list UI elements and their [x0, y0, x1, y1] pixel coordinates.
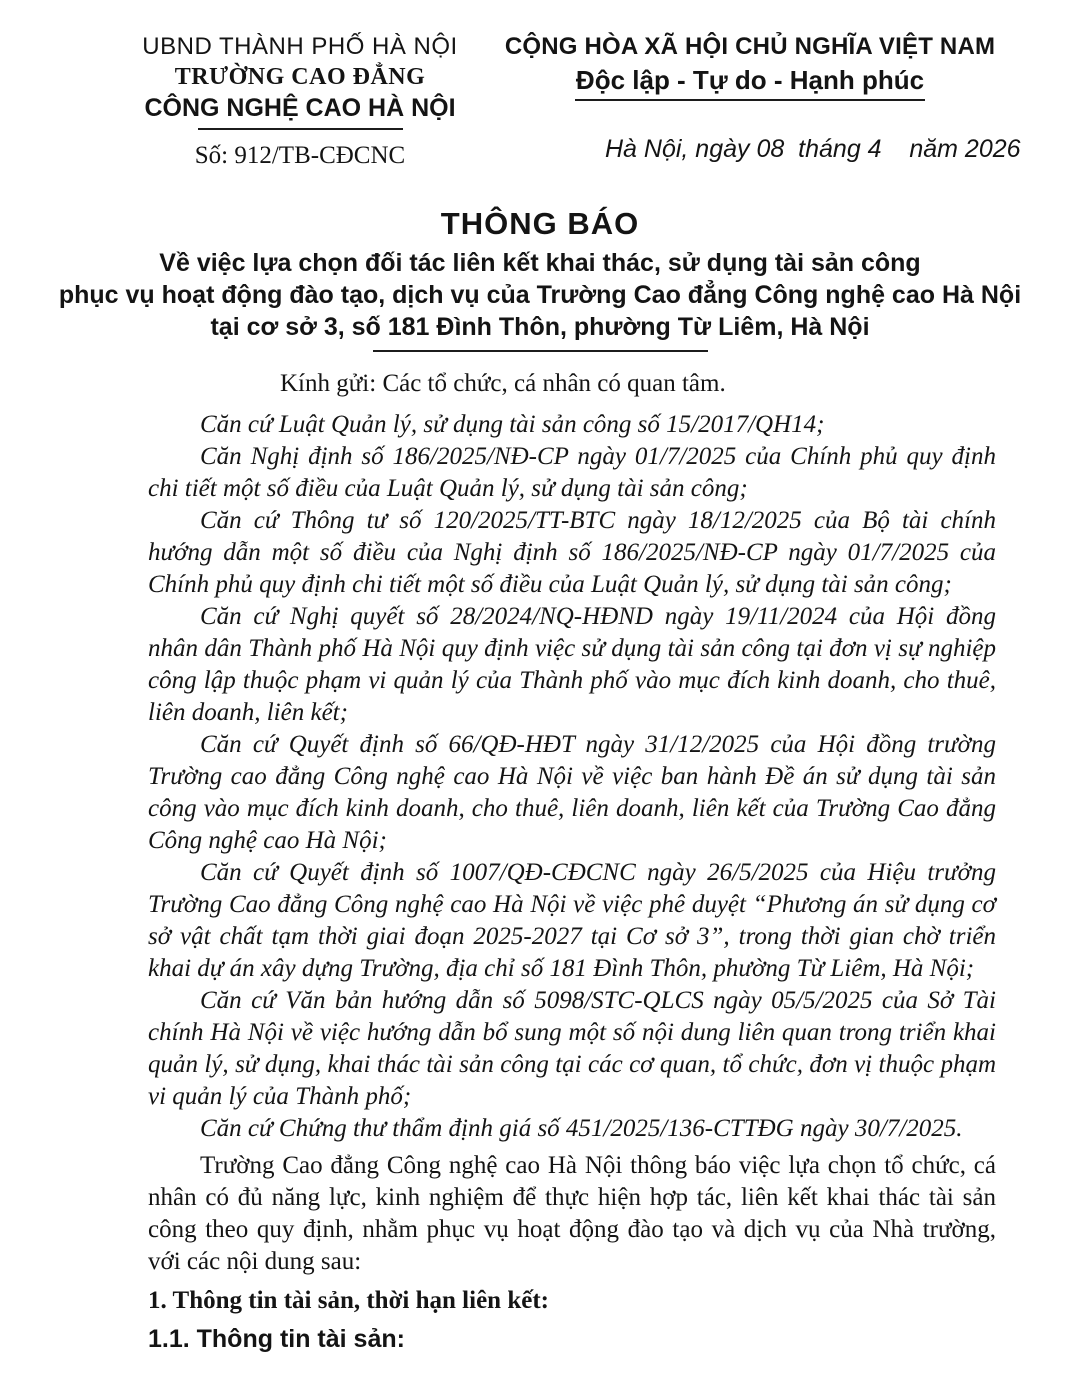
title-block — [0, 207, 1080, 352]
salutation: Kính gửi: Các tổ chức, cá nhân có quan tâm. — [280, 370, 726, 397]
subtitle-line-3: tại cơ sở 3, số 181 Đình Thôn, phường Từ Liêm, Hà Nội — [210, 313, 870, 341]
legal-basis-paragraph: Căn cứ Quyết định số 1007/QĐ-CĐCNC ngày 26/5/2025 của Hiệu trưởng Trường Cao đẳng Công nghệ cao Hà Nội về việc phê duyệt “Phương án sử dụng cơ sở vật chất tạm thời giai đoạn 2025-2027 tại Cơ sở 3”, trong thời gian chờ triển khai dự án xây dựng Trường, địa chỉ số 181 Đình Thôn, phường Từ Liêm, Hà Nội; — [148, 859, 996, 982]
issuer-name-line-2: CÔNG NGHỆ CAO HÀ NỘI — [144, 94, 456, 122]
country-name: CỘNG HÒA XÃ HỘI CHỦ NGHĨA VIỆT NAM — [504, 33, 996, 60]
legal-basis-paragraph: Căn cứ Luật Quản lý, sử dụng tài sản công số 15/2017/QH14; — [200, 411, 825, 438]
document-number: Số: 912/TB-CĐCNC — [194, 142, 406, 169]
legal-basis-paragraph: Căn cứ Văn bản hướng dẫn số 5098/STC-QLCS ngày 05/5/2025 của Sở Tài chính Hà Nội về việc hướng dẫn bổ sung một số nội dung liên quan trong triển khai quản lý, sử dụng, khai thác tài sản công tại các cơ quan, tổ chức, đơn vị thuộc phạm vi quản lý của Thành phố; — [148, 987, 996, 1110]
document-body — [148, 409, 996, 1357]
motto-underline — [575, 99, 925, 101]
document-subtitle — [0, 247, 1080, 343]
issuer-underline — [198, 128, 403, 130]
national-header-block — [500, 33, 1021, 165]
legal-basis-paragraph: Căn Nghị định số 186/2025/NĐ-CP ngày 01/7/2025 của Chính phủ quy định chi tiết một số điều của Luật Quản lý, sử dụng tài sản công; — [148, 443, 996, 502]
legal-basis-paragraph: Căn cứ Chứng thư thẩm định giá số 451/2025/136-CTTĐG ngày 30/7/2025. — [200, 1115, 963, 1142]
legal-basis-paragraph: Căn cứ Thông tư số 120/2025/TT-BTC ngày 18/12/2025 của Bộ tài chính hướng dẫn một số điều của Nghị định số 186/2025/NĐ-CP ngày 01/7/2025 của Chính phủ quy định chi tiết một số điều của Luật Quản lý, sử dụng tài sản công; — [148, 507, 996, 598]
document-title: THÔNG BÁO — [440, 206, 640, 241]
issuer-block — [100, 33, 500, 171]
legal-basis-paragraph: Căn cứ Quyết định số 66/QĐ-HĐT ngày 31/12/2025 của Hội đồng trường Trường cao đẳng Công nghệ cao Hà Nội về việc ban hành Đề án sử dụng tài sản công vào mục đích kinh doanh, cho thuê, liên doanh, liên kết của Trường Cao đẳng Công nghệ cao Hà Nội; — [148, 731, 996, 854]
subtitle-line-2: phục vụ hoạt động đào tạo, dịch vụ của Trường Cao đẳng Công nghệ cao Hà Nội — [58, 281, 1022, 309]
subtitle-underline — [373, 350, 708, 352]
national-motto: Độc lập - Tự do - Hạnh phúc — [575, 65, 925, 95]
place-date-line: Hà Nội, ngày 08 tháng 4 năm 2026 — [605, 135, 1021, 163]
issuer-name-line-1: TRƯỜNG CAO ĐẲNG — [174, 64, 426, 90]
section-heading-1-1: 1.1. Thông tin tài sản: — [148, 1325, 405, 1353]
section-heading-1: 1. Thông tin tài sản, thời hạn liên kết: — [148, 1287, 549, 1314]
document-header — [0, 0, 1080, 171]
announcement-paragraph: Trường Cao đẳng Công nghệ cao Hà Nội thông báo việc lựa chọn tổ chức, cá nhân có đủ năng lực, kinh nghiệm để thực hiện hợp tác, liên kết khai thác tài sản công theo quy định, nhằm phục vụ hoạt động đào tạo và dịch vụ của Nhà trường, với các nội dung sau: — [148, 1152, 996, 1275]
legal-basis-paragraph: Căn cứ Nghị quyết số 28/2024/NQ-HĐND ngày 19/11/2024 của Hội đồng nhân dân Thành phố Hà Nội quy định việc sử dụng tài sản công tại đơn vị sự nghiệp công lập thuộc phạm vi quản lý của Thành phố vào mục đích kinh doanh, cho thuê, liên doanh, liên kết; — [148, 603, 996, 726]
subtitle-line-1: Về việc lựa chọn đối tác liên kết khai thác, sử dụng tài sản công — [159, 249, 921, 277]
issuer-parent-org: UBND THÀNH PHỐ HÀ NỘI — [142, 33, 458, 60]
